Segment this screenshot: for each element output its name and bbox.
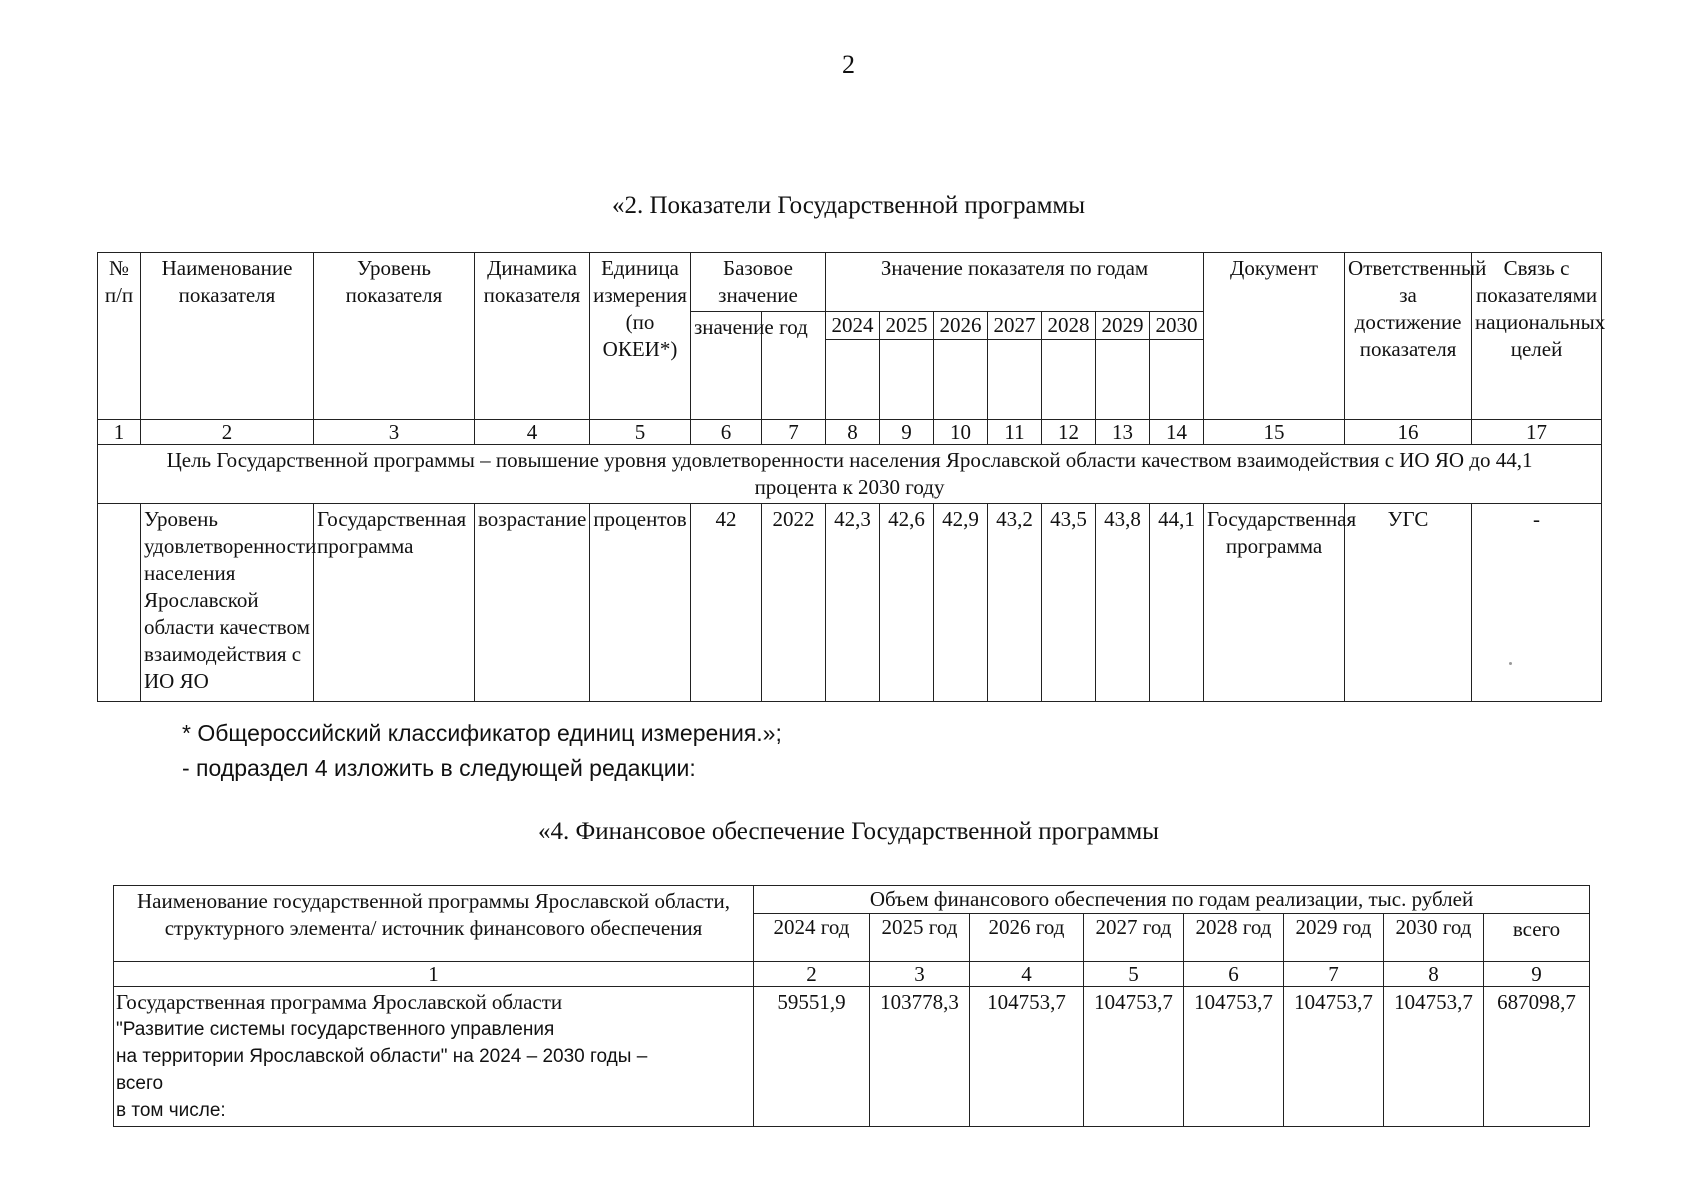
header-year: 2027 <box>988 312 1042 340</box>
footnote <box>182 716 782 786</box>
header-year-empty <box>1096 340 1150 420</box>
header-num: № п/п <box>98 253 141 420</box>
column-number: 4 <box>970 962 1084 987</box>
indicator-value: 43,8 <box>1096 504 1150 702</box>
header-year: 2024 <box>826 312 880 340</box>
column-number: 14 <box>1150 420 1204 445</box>
finance-header-year: 2025 год <box>870 914 970 962</box>
footnote-line-1: * Общероссийский классификатор единиц измерения.»; <box>182 720 782 746</box>
header-year-empty <box>1042 340 1096 420</box>
indicator-value: 43,2 <box>988 504 1042 702</box>
finance-name-line: в том числе: <box>116 1100 226 1121</box>
header-name: Наименование показателя <box>141 253 314 420</box>
finance-name-line: на территории Ярославской области" на 2024 – 2030 годы – <box>116 1046 648 1067</box>
indicator-row <box>98 504 1602 702</box>
finance-name-line: Государственная программа Ярославской области <box>116 990 563 1014</box>
finance-header-year: 2028 год <box>1184 914 1284 962</box>
finance-header-year: 2030 год <box>1384 914 1484 962</box>
header-year: 2025 <box>880 312 934 340</box>
column-number: 5 <box>590 420 691 445</box>
header-level: Уровень показателя <box>314 253 475 420</box>
finance-value: 104753,7 <box>1084 987 1184 1127</box>
header-year-empty <box>934 340 988 420</box>
indicator-level: Государственная программа <box>314 504 475 702</box>
page-number: 2 <box>842 50 855 79</box>
finance-table <box>113 885 1590 1127</box>
finance-header-year: 2024 год <box>754 914 870 962</box>
section2-title: «2. Показатели Государственной программы <box>611 192 1086 219</box>
finance-total: 687098,7 <box>1484 987 1590 1127</box>
finance-header-year: 2026 год <box>970 914 1084 962</box>
finance-header-name: Наименование государственной программы Ярославской области, структурного элемента/ источник финансового обеспечения <box>114 886 754 962</box>
header-document: Документ <box>1204 253 1345 420</box>
section4-title: «4. Финансовое обеспечение Государственной программы <box>538 818 1159 845</box>
header-base-value: значение <box>691 312 762 420</box>
row-num <box>98 504 141 702</box>
indicator-dynamics: возрастание <box>475 504 590 702</box>
finance-value: 104753,7 <box>1184 987 1284 1127</box>
column-number: 3 <box>314 420 475 445</box>
column-number: 10 <box>934 420 988 445</box>
indicator-base-value: 42 <box>691 504 762 702</box>
column-number: 1 <box>98 420 141 445</box>
column-number: 5 <box>1084 962 1184 987</box>
finance-value: 59551,9 <box>754 987 870 1127</box>
header-year-empty <box>988 340 1042 420</box>
header-dynamics: Динамика показателя <box>475 253 590 420</box>
header-year-empty <box>1150 340 1204 420</box>
column-number: 2 <box>141 420 314 445</box>
indicator-responsible: УГС <box>1345 504 1472 702</box>
indicator-value: 42,3 <box>826 504 880 702</box>
footnote-line-2: - подраздел 4 изложить в следующей редакции: <box>182 755 696 781</box>
column-numbers-row <box>98 420 1602 445</box>
header-year: 2026 <box>934 312 988 340</box>
finance-value: 104753,7 <box>1384 987 1484 1127</box>
goal-text: Цель Государственной программы – повышение уровня удовлетворенности населения Ярославской области качеством взаимодействия с ИО ЯО до 44,1 процента к 2030 году <box>98 445 1602 504</box>
finance-value: 104753,7 <box>970 987 1084 1127</box>
finance-name-line: "Развитие системы государственного управления <box>116 1019 555 1040</box>
header-year: 2029 <box>1096 312 1150 340</box>
finance-header-year: 2027 год <box>1084 914 1184 962</box>
finance-name-line: всего <box>116 1073 164 1094</box>
header-unit: Единица измерения (по ОКЕИ*) <box>590 253 691 420</box>
header-year-empty <box>880 340 934 420</box>
finance-header-total: всего <box>1484 914 1590 962</box>
indicator-link: - <box>1472 504 1602 702</box>
column-number: 8 <box>1384 962 1484 987</box>
indicator-value: 44,1 <box>1150 504 1204 702</box>
column-number: 4 <box>475 420 590 445</box>
indicator-value: 43,5 <box>1042 504 1096 702</box>
finance-header-volume: Объем финансового обеспечения по годам реализации, тыс. рублей <box>754 886 1590 914</box>
finance-value: 104753,7 <box>1284 987 1384 1127</box>
column-number: 6 <box>1184 962 1284 987</box>
indicator-document: Государственная программа <box>1204 504 1345 702</box>
goal-row <box>98 445 1602 504</box>
indicators-table <box>97 252 1606 702</box>
indicator-value: 42,9 <box>934 504 988 702</box>
column-number: 16 <box>1345 420 1472 445</box>
scan-speck <box>1509 662 1512 665</box>
column-number: 13 <box>1096 420 1150 445</box>
finance-column-numbers-row <box>114 962 1590 987</box>
finance-value: 103778,3 <box>870 987 970 1127</box>
column-number: 9 <box>880 420 934 445</box>
column-number: 11 <box>988 420 1042 445</box>
finance-program-name <box>114 987 754 1127</box>
column-number: 12 <box>1042 420 1096 445</box>
column-number: 15 <box>1204 420 1345 445</box>
indicator-unit: процентов <box>590 504 691 702</box>
column-number: 7 <box>1284 962 1384 987</box>
header-responsible: Ответственный за достижение показателя <box>1345 253 1472 420</box>
header-base-year: год <box>762 312 826 420</box>
column-number: 3 <box>870 962 970 987</box>
column-number: 2 <box>754 962 870 987</box>
header-by-years: Значение показателя по годам <box>826 253 1204 312</box>
column-number: 6 <box>691 420 762 445</box>
finance-header-year: 2029 год <box>1284 914 1384 962</box>
column-number: 9 <box>1484 962 1590 987</box>
column-number: 7 <box>762 420 826 445</box>
indicator-base-year: 2022 <box>762 504 826 702</box>
indicator-name: Уровень удовлетворенности населения Ярославской области качеством взаимодействия с ИО ЯО <box>141 504 314 702</box>
column-number: 17 <box>1472 420 1602 445</box>
header-year-empty <box>826 340 880 420</box>
header-link: Связь с показателями национальных целей <box>1472 253 1602 420</box>
finance-row <box>114 987 1590 1127</box>
column-number: 8 <box>826 420 880 445</box>
header-year: 2028 <box>1042 312 1096 340</box>
header-year: 2030 <box>1150 312 1204 340</box>
column-number: 1 <box>114 962 754 987</box>
indicator-value: 42,6 <box>880 504 934 702</box>
header-base: Базовое значение <box>691 253 826 312</box>
